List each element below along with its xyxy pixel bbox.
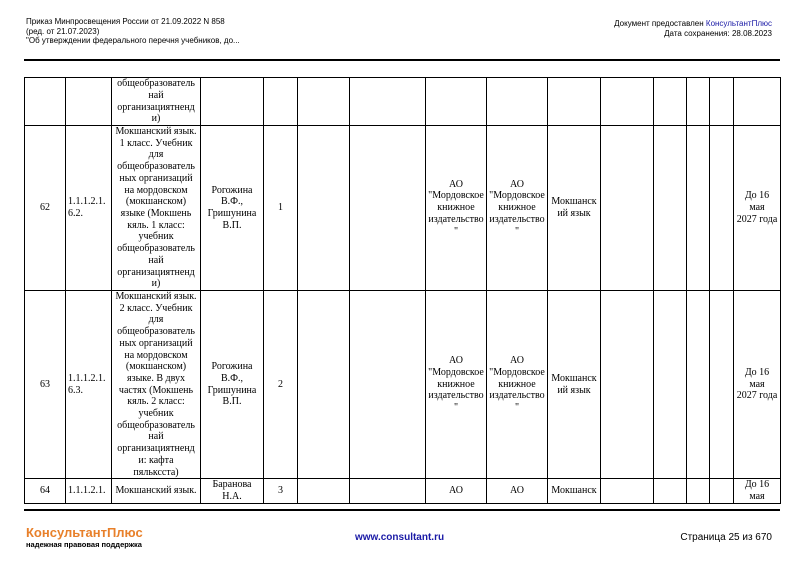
table-cell: Рогожина В.Ф., Гришунина В.П. xyxy=(201,126,264,291)
document-header-citation xyxy=(26,17,240,46)
table-cell: АО "Мордовское книжное издательство " xyxy=(426,291,487,479)
provided-by-label: Документ предоставлен xyxy=(614,19,704,28)
save-date: Дата сохранения: 28.08.2023 xyxy=(664,29,772,38)
citation-line: "Об утверждении федерального перечня учебников, до... xyxy=(26,36,240,45)
table-cell: Рогожина В.Ф., Гришунина В.П. xyxy=(201,291,264,479)
table-cell xyxy=(298,126,350,291)
citation-line: (ред. от 21.07.2023) xyxy=(26,26,100,36)
table-cell xyxy=(350,78,426,126)
table-cell xyxy=(687,78,710,126)
table-cell xyxy=(601,291,654,479)
table-cell xyxy=(298,78,350,126)
table-cell xyxy=(710,126,734,291)
table-cell: АО xyxy=(426,479,487,503)
table-cell xyxy=(25,78,66,126)
table-cell xyxy=(734,78,781,126)
table-cell: АО "Мордовское книжное издательство " xyxy=(487,291,548,479)
table-cell xyxy=(601,126,654,291)
table-cell xyxy=(710,479,734,503)
table-cell xyxy=(426,78,487,126)
citation-line: Приказ Минпросвещения России от 21.09.2022 N 858 xyxy=(26,17,225,26)
table-cell xyxy=(601,78,654,126)
textbook-table xyxy=(24,77,781,504)
table-cell: 62 xyxy=(25,126,66,291)
table-cell xyxy=(548,78,601,126)
table-cell xyxy=(264,78,298,126)
table-cell xyxy=(710,78,734,126)
table-row xyxy=(25,78,781,126)
table-row xyxy=(25,291,781,479)
table-cell xyxy=(201,78,264,126)
footer-divider xyxy=(24,509,780,511)
table-cell xyxy=(687,291,710,479)
table-cell: 1.1.1.2.1. xyxy=(66,479,112,503)
table-cell xyxy=(654,479,687,503)
table-cell xyxy=(654,291,687,479)
table-cell: 63 xyxy=(25,291,66,479)
table-cell xyxy=(66,78,112,126)
table-cell xyxy=(601,479,654,503)
table-cell xyxy=(710,291,734,479)
table-cell: Мокшанский язык. xyxy=(112,479,201,503)
footer-url-link[interactable]: www.consultant.ru xyxy=(355,532,445,543)
footer-logo xyxy=(26,525,143,549)
table-cell: АО "Мордовское книжное издательство " xyxy=(426,126,487,291)
table-cell: Мокшанский язык. 1 класс. Учебник для общеобразователь ных организаций на мордовском (мокшанском) языке (Мокшень кяль. 1 класс: учебник общеобразователь най организациятненд и) xyxy=(112,126,201,291)
table-cell: До 16 мая 2027 года xyxy=(734,291,781,479)
table-cell: 2 xyxy=(264,291,298,479)
table-cell: 1.1.1.2.1. 6.3. xyxy=(66,291,112,479)
table-cell: До 16 мая 2027 года xyxy=(734,126,781,291)
table-cell xyxy=(350,479,426,503)
table-cell xyxy=(654,126,687,291)
table-cell xyxy=(687,126,710,291)
table-cell xyxy=(487,78,548,126)
table-cell: 64 xyxy=(25,479,66,503)
table-cell xyxy=(350,126,426,291)
table-cell: Мокшанск ий язык xyxy=(548,126,601,291)
table-cell xyxy=(350,291,426,479)
table-cell xyxy=(654,78,687,126)
brand-link[interactable]: КонсультантПлюс xyxy=(705,19,772,28)
header-divider xyxy=(24,59,780,61)
table-cell: До 16 мая xyxy=(734,479,781,503)
table-row xyxy=(25,479,781,503)
table-cell: АО xyxy=(487,479,548,503)
table-cell xyxy=(298,291,350,479)
page-number: Страница 25 из 670 xyxy=(680,532,772,543)
table-row xyxy=(25,126,781,291)
table-cell: Мокшанск ий язык xyxy=(548,291,601,479)
document-header-provider xyxy=(614,19,772,39)
table-cell: Баранова Н.А. xyxy=(201,479,264,503)
table-cell xyxy=(298,479,350,503)
table-cell: 1 xyxy=(264,126,298,291)
table-cell: 1.1.1.2.1. 6.2. xyxy=(66,126,112,291)
table-cell: Мокшанск xyxy=(548,479,601,503)
table-cell xyxy=(687,479,710,503)
footer-tagline: надежная правовая поддержка xyxy=(26,540,142,549)
table-cell: общеобразователь най организациятненд и) xyxy=(112,78,201,126)
table-cell: 3 xyxy=(264,479,298,503)
footer-brand: КонсультантПлюс xyxy=(26,525,143,540)
table-cell: АО "Мордовское книжное издательство " xyxy=(487,126,548,291)
table-cell: Мокшанский язык. 2 класс. Учебник для общеобразователь ных организаций на мордовском (мокшанском) языке. В двух частях (Мокшень кяль. 2 класс: учебник общеобразователь най организациятненд и: кафта пяльксста) xyxy=(112,291,201,479)
